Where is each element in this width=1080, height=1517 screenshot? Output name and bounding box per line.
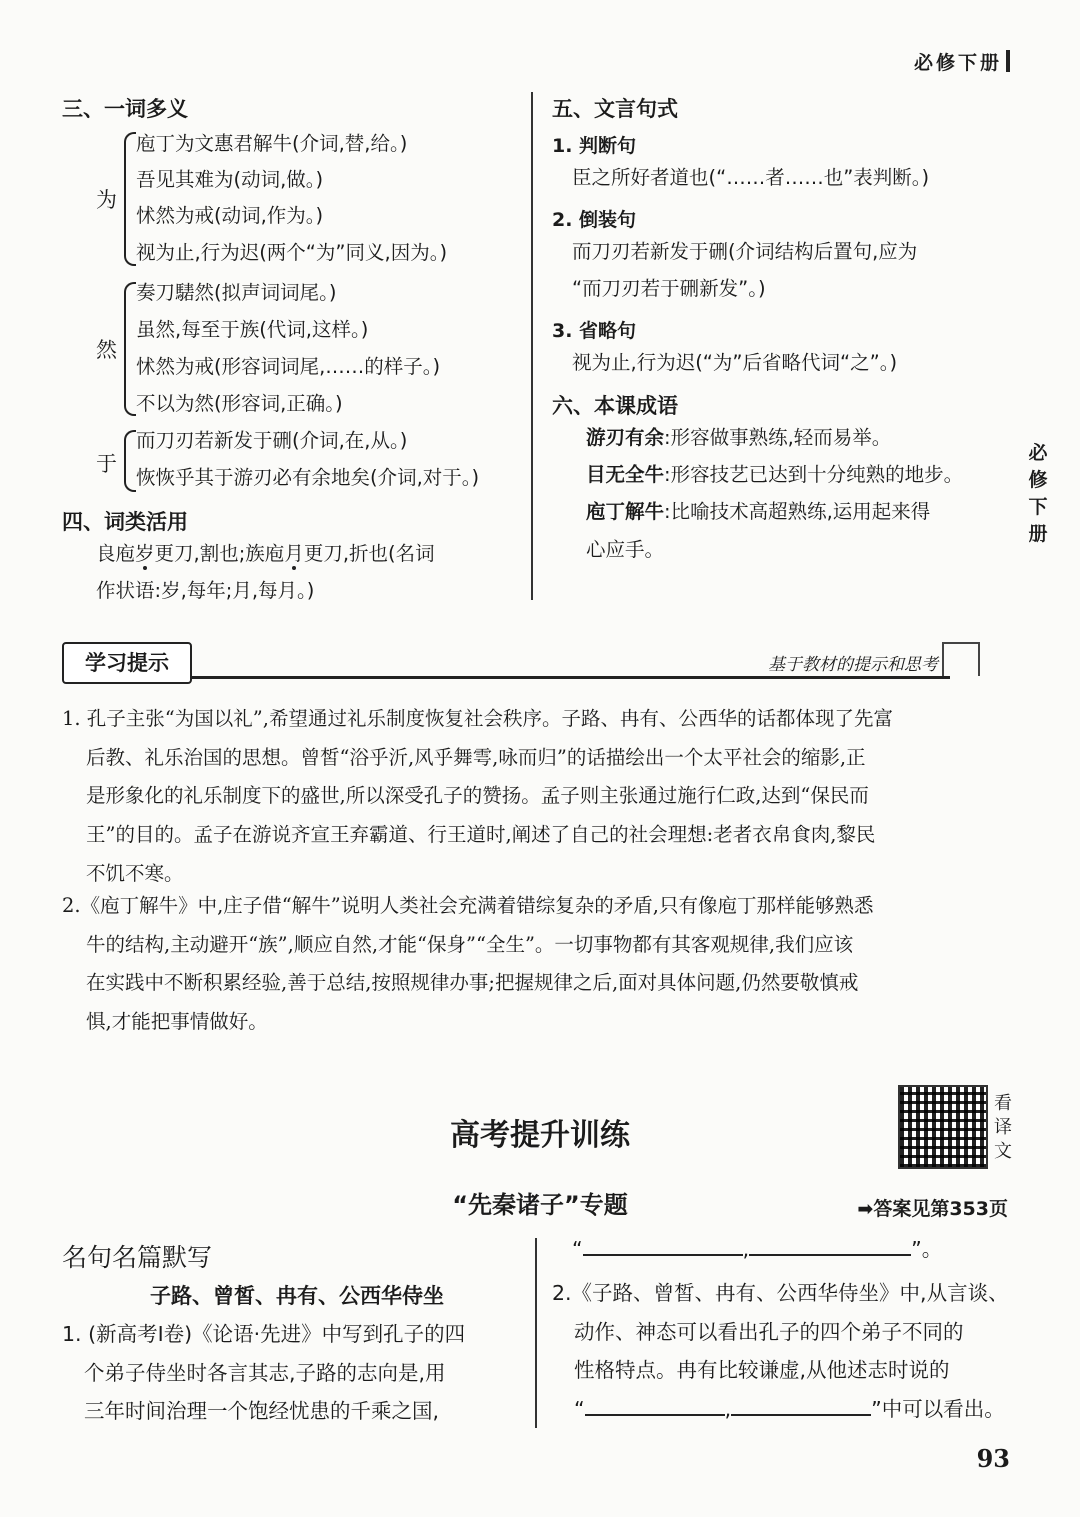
- sec4-line-1: 良庖岁更刀,割也;族庖月更刀,折也(名词: [96, 542, 435, 565]
- yu-item: 恢恢乎其于游刃必有余地矣(介词,对于。): [136, 466, 480, 489]
- section-4-title: 四、词类活用: [62, 510, 188, 534]
- word-yu: 于: [96, 452, 117, 476]
- question-1: 1. (新高考Ⅰ卷)《论语·先进》中写到孔子的四 个弟子侍坐时各言其志,子路的志向是,用 三年时间治理一个饱经忧患的千乘之国,: [62, 1322, 466, 1424]
- sec4-line-2: 作状语:岁,每年;月,每月。): [96, 579, 315, 602]
- topic-heading: 子路、曾皙、冉有、公西华侍坐: [150, 1284, 444, 1308]
- word-wei: 为: [96, 188, 117, 212]
- ran-item: 奏刀騞然(拟声词词尾。): [136, 281, 337, 304]
- study-tips-subtitle: 基于教材的提示和思考: [768, 655, 938, 675]
- ran-item: 怵然为戒(形容词词尾,……的样子。): [136, 355, 441, 378]
- idiom-row: 游刃有余:形容做事熟练,轻而易举。: [586, 426, 892, 449]
- sec5-sub-2: 2. 倒装句: [552, 209, 637, 231]
- wei-item: 吾见其难为(动词,做。): [136, 168, 324, 191]
- idiom-row: 庖丁解牛:比喻技术高超熟练,运用起来得: [586, 500, 931, 523]
- qr-code[interactable]: [898, 1085, 988, 1169]
- question-1-answer-line: “ , ”。: [572, 1237, 943, 1261]
- word-ran: 然: [96, 338, 117, 362]
- answer-blank[interactable]: [731, 1396, 871, 1416]
- yu-item: 而刀刃若新发于硎(介词,在,从。): [136, 429, 408, 452]
- tip-paragraph-1: 1. 孔子主张“为国以礼”,希望通过礼乐制度恢复社会秩序。子路、冉有、公西华的话都体现了先富 后教、礼乐治国的思想。曾皙“浴乎沂,风乎舞雩,咏而归”的话描绘出一个太平社会的缩影,正 是形象化的礼乐制度下的盛世,所以深受孔子的赞扬。孟子则主张通过施行仁政,达到“保民而 王”的目的。孟子在游说齐宣王弃霸道、行王道时,阐述了自己的社会理想:老者衣帛食肉,黎民 不饥不寒。: [62, 707, 893, 885]
- answer-blank[interactable]: [749, 1236, 911, 1256]
- sec5-sub-3: 3. 省略句: [552, 320, 637, 342]
- sec5-text-2b: “而刀刃若于硎新发”。): [572, 277, 766, 300]
- book-volume-header: 必修下册: [913, 52, 1002, 74]
- section-3-title: 三、一词多义: [62, 97, 188, 121]
- answer-blank[interactable]: [585, 1396, 725, 1416]
- idiom-continuation: 心应手。: [586, 538, 665, 561]
- section-heading: 名句名篇默写: [62, 1243, 213, 1272]
- section-6-title: 六、本课成语: [552, 394, 678, 418]
- qr-label: 看译文: [994, 1093, 1012, 1162]
- study-tips-rule: [190, 676, 950, 679]
- study-tips-banner: 学习提示: [62, 642, 192, 684]
- side-tab: 必修下册: [1028, 442, 1048, 545]
- column-divider: [531, 92, 533, 600]
- idiom-row: 目无全牛:形容技艺已达到十分纯熟的地步。: [586, 463, 964, 486]
- question-2: 2.《子路、曾皙、冉有、公西华侍坐》中,从言谈、 动作、神态可以看出孔子的四个弟子不同的 性格特点。冉有比较谦虚,从他述志时说的 “ , ”中可以看出。: [552, 1274, 1012, 1429]
- brace-ran: [124, 282, 136, 416]
- column-divider-2: [535, 1238, 537, 1428]
- wei-item: 怵然为戒(动词,作为。): [136, 204, 324, 227]
- page-number: 93: [976, 1444, 1010, 1473]
- answer-reference: ➡答案见第353页: [857, 1198, 1008, 1220]
- topic-subtitle: “先秦诸子”专题: [452, 1191, 628, 1219]
- sec5-text-2a: 而刀刃若新发于硎(介词结构后置句,应为: [572, 240, 918, 263]
- wei-item: 视为止,行为迟(两个“为”同义,因为。): [136, 241, 448, 264]
- tip-paragraph-2: 2.《庖丁解牛》中,庄子借“解牛”说明人类社会充满着错综复杂的矛盾,只有像庖丁那样能够熟悉 牛的结构,主动避开“族”,顺应自然,才能“保身”“全生”。一切事物都有其客观规律,我们应该 在实践中不断积累经验,善于总结,按照规律办事;把握规律之后,面对具体问题,仍然要敬慎戒 惧,才能把事情做好。: [62, 894, 874, 1034]
- training-title: 高考提升训练: [450, 1118, 630, 1153]
- brace-yu: [124, 430, 136, 492]
- sec5-text-1: 臣之所好者道也(“……者……也”表判断。): [572, 166, 930, 189]
- brace-wei: [124, 132, 136, 266]
- ran-item: 不以为然(形容词,正确。): [136, 392, 343, 415]
- answer-blank[interactable]: [583, 1236, 743, 1256]
- wei-item: 庖丁为文惠君解牛(介词,替,给。): [136, 132, 408, 155]
- header-bar: [1006, 50, 1010, 72]
- section-5-title: 五、文言句式: [552, 97, 678, 121]
- question-2-answer-line: “ , ”中可以看出。: [574, 1397, 1005, 1422]
- sec5-sub-1: 1. 判断句: [552, 135, 637, 157]
- sec5-text-3: 视为止,行为迟(“为”后省略代词“之”。): [572, 351, 898, 374]
- study-tips-ornament: [942, 642, 980, 676]
- ran-item: 虽然,每至于族(代词,这样。): [136, 318, 369, 341]
